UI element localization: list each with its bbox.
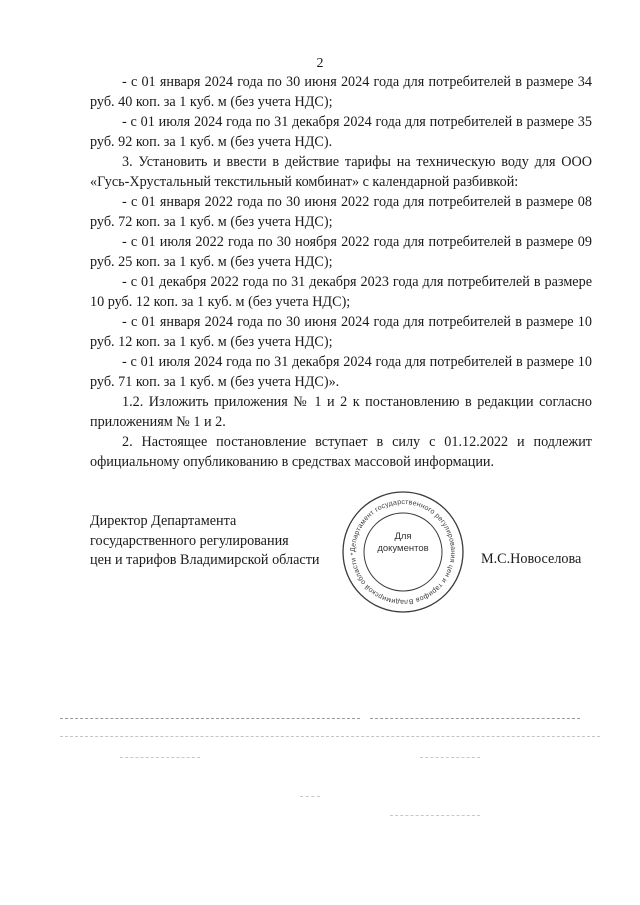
signer-name: М.С.Новоселова bbox=[481, 551, 582, 567]
scan-artifact-line bbox=[60, 718, 360, 719]
stamp-center bbox=[373, 531, 433, 555]
stamp-ring-text: Департамент государственного регулирования цен и тарифов Владимирской области * bbox=[349, 498, 457, 606]
scan-artifact-line bbox=[120, 757, 200, 758]
stamp-center-line-1: Для bbox=[394, 531, 412, 542]
signer-title-line-2: государственного регулирования bbox=[90, 532, 289, 549]
tariff-line-dec-2022-dec-2023: - с 01 декабря 2022 года по 31 декабря 2023 года для потребителей в размере 10 руб. 12 коп. за 1 куб. м (без учета НДС); bbox=[90, 274, 592, 310]
scan-artifact-line bbox=[390, 815, 480, 816]
tariff-line-jan-jun-2022: - с 01 января 2022 года по 30 июня 2022 года для потребителей в размере 08 руб. 72 коп. за 1 куб. м (без учета НДС); bbox=[90, 194, 592, 230]
tariff-line-jul-nov-2022: - с 01 июля 2022 года по 30 ноября 2022 года для потребителей в размере 09 руб. 25 коп. за 1 куб. м (без учета НДС); bbox=[90, 234, 592, 270]
scan-artifact-line bbox=[300, 796, 320, 797]
clause-3-heading: 3. Установить и ввести в действие тарифы на техническую воду для ООО «Гусь-Хрустальный текстильный комбинат» с календарной разбивкой: bbox=[90, 154, 592, 190]
clause-1-2: 1.2. Изложить приложения № 1 и 2 к постановлению в редакции согласно приложениям № 1 и 2. bbox=[90, 394, 592, 430]
clause-2: 2. Настоящее постановление вступает в силу с 01.12.2022 и подлежит официальному опубликованию в средствах массовой информации. bbox=[90, 434, 592, 470]
signature-block bbox=[90, 512, 320, 571]
scan-artifact-line bbox=[60, 736, 600, 737]
signer-title-line-3: цен и тарифов Владимирской области bbox=[90, 552, 320, 568]
stamp-center-line-2: документов bbox=[377, 543, 429, 554]
tariff-line-jul-dec-2024: - с 01 июля 2024 года по 31 декабря 2024 года для потребителей в размере 10 руб. 71 коп. за 1 куб. м (без учета НДС)». bbox=[90, 354, 592, 390]
tariff-line-jan-jun-2024-drinking: - с 01 января 2024 года по 30 июня 2024 года для потребителей в размере 34 руб. 40 коп. за 1 куб. м (без учета НДС); bbox=[90, 74, 592, 110]
scan-artifact-line bbox=[370, 718, 580, 719]
page-number: 2 bbox=[316, 56, 324, 71]
tariff-line-jul-dec-2024-drinking: - с 01 июля 2024 года по 31 декабря 2024 года для потребителей в размере 35 руб. 92 коп. за 1 куб. м (без учета НДС). bbox=[90, 114, 592, 150]
scan-artifact-line bbox=[420, 757, 480, 758]
document-body bbox=[90, 73, 592, 473]
tariff-line-jan-jun-2024: - с 01 января 2024 года по 30 июня 2024 года для потребителей в размере 10 руб. 12 коп. за 1 куб. м (без учета НДС); bbox=[90, 314, 592, 350]
signer-title-line-1: Директор Департамента bbox=[90, 513, 237, 529]
official-stamp bbox=[338, 487, 468, 617]
